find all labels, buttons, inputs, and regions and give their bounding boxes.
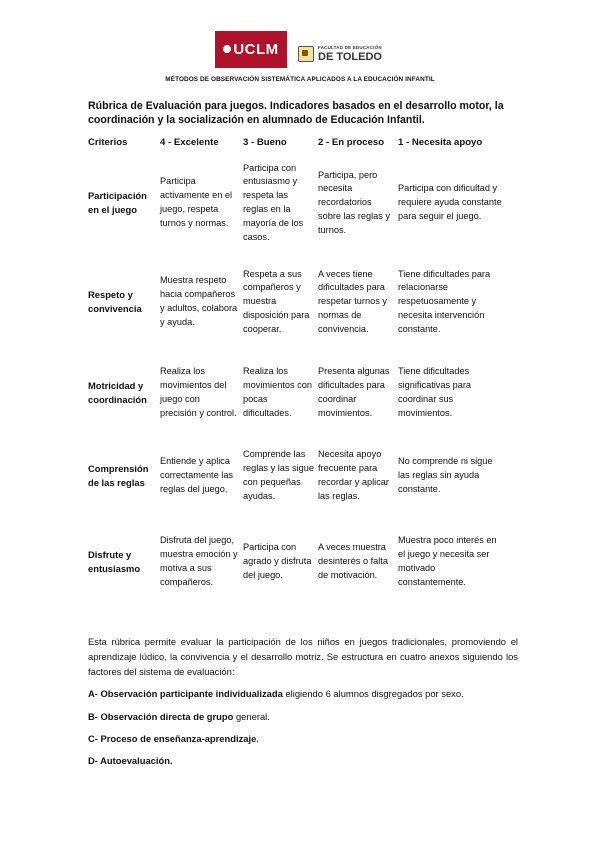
rubric-cell: No comprende ni sigue las reglas sin ayuda constante. — [398, 456, 493, 494]
rubric-cell: Muestra respeto hacia compañeros y adultos, colabora y ayuda. — [160, 275, 238, 327]
list-item — [88, 755, 518, 766]
rubric-cell: Participa con entusiasmo y respeta las reglas en la mayoría de los casos. — [243, 162, 304, 242]
rubric-cell: Respeta a sus compañeros y muestra disposición para cooperar. — [243, 268, 310, 334]
list-item — [88, 711, 518, 722]
header-en-proceso: 2 - En proceso — [318, 137, 385, 148]
rubric-table — [86, 137, 506, 605]
criterion-cell: Respeto y convivencia — [88, 289, 142, 314]
rubric-cell: Disfruta del juego, muestra emoción y motiva a sus compañeros. — [160, 535, 238, 587]
rubric-cell: Comprende las reglas y las sigue con pequeñas ayudas. — [243, 449, 314, 501]
list-item-rest: general. — [233, 711, 270, 722]
faculty-logo — [298, 46, 382, 63]
rubric-cell: Muestra poco interés en el juego y necesita ser motivado constantemente. — [398, 535, 497, 587]
intro-text: Esta rúbrica permite evaluar la participación de los niños en juegos tradicionales, promoviendo el aprendizaje lúdico, la convivencia y el desarrollo motriz. Se estructura en cuatro anexos siguiendo los factores del sistema de evaluación: — [88, 636, 518, 677]
criterion-cell: Motricidad y coordinación — [88, 380, 147, 405]
list-item-bold: A- Observación participante individualizada — [88, 688, 283, 699]
criterion-cell: Participación en el juego — [88, 190, 147, 215]
criterion-cell: Comprensión de las reglas — [88, 463, 149, 488]
faculty-seal-icon — [298, 46, 314, 62]
rubric-cell: Realiza los movimientos con pocas dificultades. — [243, 366, 312, 418]
rubric-cell: Participa activamente en el juego, respeta turnos y normas. — [160, 176, 233, 228]
table-row — [86, 519, 506, 605]
rubric-title: Rúbrica de Evaluación para juegos. Indicadores basados en el desarrollo motor, la coordinación y la socialización en alumnado de Educación Infantil. — [88, 100, 504, 126]
rubric-cell: Participa con dificultad y requiere ayuda constante para seguir el juego. — [398, 183, 502, 221]
list-item-bold: C- Proceso de enseñanza-aprendizaje. — [88, 733, 259, 744]
header-excelente: 4 - Excelente — [160, 137, 219, 148]
header-necesita-apoyo: 1 - Necesita apoyo — [398, 137, 483, 148]
faculty-logo-big-text: DE TOLEDO — [318, 50, 382, 63]
rubric-cell: Tiene dificultades para relacionarse respetuosamente y necesita intervención constante. — [398, 268, 491, 334]
rubric-cell: Participa con agrado y disfruta del juego. — [243, 542, 312, 580]
uclm-logo-text: UCLM — [223, 41, 278, 58]
list-item — [88, 733, 518, 744]
rubric-cell: Realiza los movimientos del juego con precisión y control. — [160, 366, 237, 418]
rubric-cell: Participa, pero necesita recordatorios sobre las reglas y turnos. — [318, 169, 391, 235]
table-row — [86, 251, 506, 353]
rubric-cell: A veces tiene dificultades para respetar turnos y normas de convivencia. — [318, 268, 387, 334]
faculty-logo-small-text: FACULTAD DE EDUCACIÓN — [318, 45, 382, 50]
list-item-rest: eligiendo 6 alumnos disgregados por sexo. — [282, 688, 464, 699]
header-bueno: 3 - Bueno — [243, 137, 287, 148]
table-row — [86, 433, 506, 519]
table-row — [86, 353, 506, 433]
course-title: MÉTODOS DE OBSERVACIÓN SISTEMÁTICA APLICADOS A LA EDUCACIÓN INFANTIL — [165, 76, 435, 83]
intro-paragraph — [88, 634, 518, 679]
rubric-cell: Presenta algunas dificultades para coordinar movimientos. — [318, 366, 390, 418]
list-item — [88, 688, 518, 699]
uclm-logo — [215, 31, 287, 68]
list-item-bold: B- Observación directa de grupo — [88, 711, 234, 722]
criterion-cell: Disfrute y entusiasmo — [88, 549, 141, 574]
rubric-cell: A veces muestra desinterés o falta de motivación. — [318, 542, 388, 580]
table-row — [86, 155, 506, 251]
rubric-cell: Entiende y aplica correctamente las reglas del juego. — [160, 456, 234, 494]
list-item-bold: D- Autoevaluación. — [88, 755, 173, 766]
rubric-cell: Tiene dificultades significativas para coordinar sus movimientos. — [398, 366, 472, 418]
rubric-cell: Necesita apoyo frecuente para recordar y aplicar las reglas. — [318, 449, 389, 501]
rubric-header-row — [86, 137, 506, 155]
header-criterios: Criterios — [88, 137, 128, 148]
